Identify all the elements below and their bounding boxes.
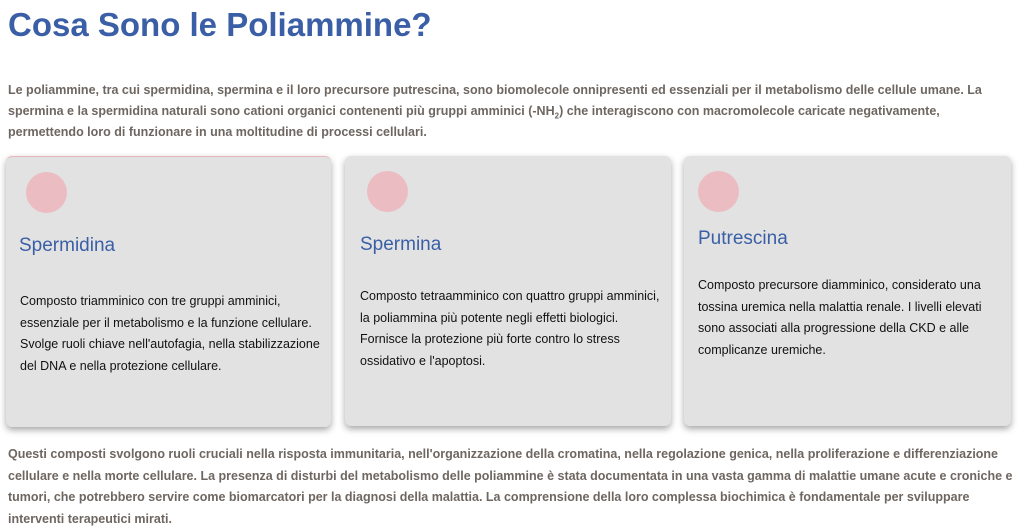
card-circle-icon xyxy=(367,171,408,212)
intro-subscript: 2 xyxy=(554,111,560,121)
card-circle-icon xyxy=(26,172,67,213)
intro-text-end: ) che interagiscono con macromolecole caricate negativamente, permettendo loro di funzionare in una moltitudine di processi cellulari. xyxy=(8,104,940,139)
card-spermina xyxy=(345,156,671,426)
card-title: Putrescina xyxy=(698,228,788,249)
card-title: Spermina xyxy=(360,234,442,255)
card-title: Spermidina xyxy=(19,235,116,256)
card-circle-icon xyxy=(698,171,739,212)
intro-paragraph xyxy=(8,80,1018,143)
outro-paragraph: Questi composti svolgono ruoli cruciali nella risposta immunitaria, nell'organizzazione della cromatina, nella regolazione genica, nella proliferazione e differenziazione cellulare e nella morte cellulare. La presenza di disturbi del metabolismo delle poliammine è stata documentata in una vasta gamma di malattie umane acute e croniche e tumori, che potrebbero servire come biomarcatori per la diagnosi della malattia. La comprensione della loro complessa biochimica è fondamentale per sviluppare interventi terapeutici mirati. xyxy=(8,447,1013,526)
card-spermidina xyxy=(6,156,331,427)
page-title: Cosa Sono le Poliammine? xyxy=(8,6,432,43)
card-description: Composto precursore diamminico, considerato una tossina uremica nella malattia renale. I livelli elevati sono associati alla progressione della CKD e alle complicanze uremiche. xyxy=(698,278,982,357)
card-description: Composto triamminico con tre gruppi amminici, essenziale per il metabolismo e la funzione cellulare. Svolge ruoli chiave nell'autofagia, nella stabilizzazione del DNA e nella protezione cellulare. xyxy=(20,294,320,373)
card-putrescina xyxy=(684,156,1011,426)
card-description: Composto tetraamminico con quattro gruppi amminici, la poliammina più potente negli effetti biologici. Fornisce la protezione più forte contro lo stress ossidativo e l'apoptosi. xyxy=(360,289,660,368)
intro-text: Le poliammine, tra cui spermidina, spermina e il loro precursore putrescina, sono biomolecole onnipresenti ed essenziali per il metabolismo delle cellule umane. La spermina e la spermidina naturali sono cationi organici contenenti più gruppi amminici (-NH xyxy=(8,83,982,118)
